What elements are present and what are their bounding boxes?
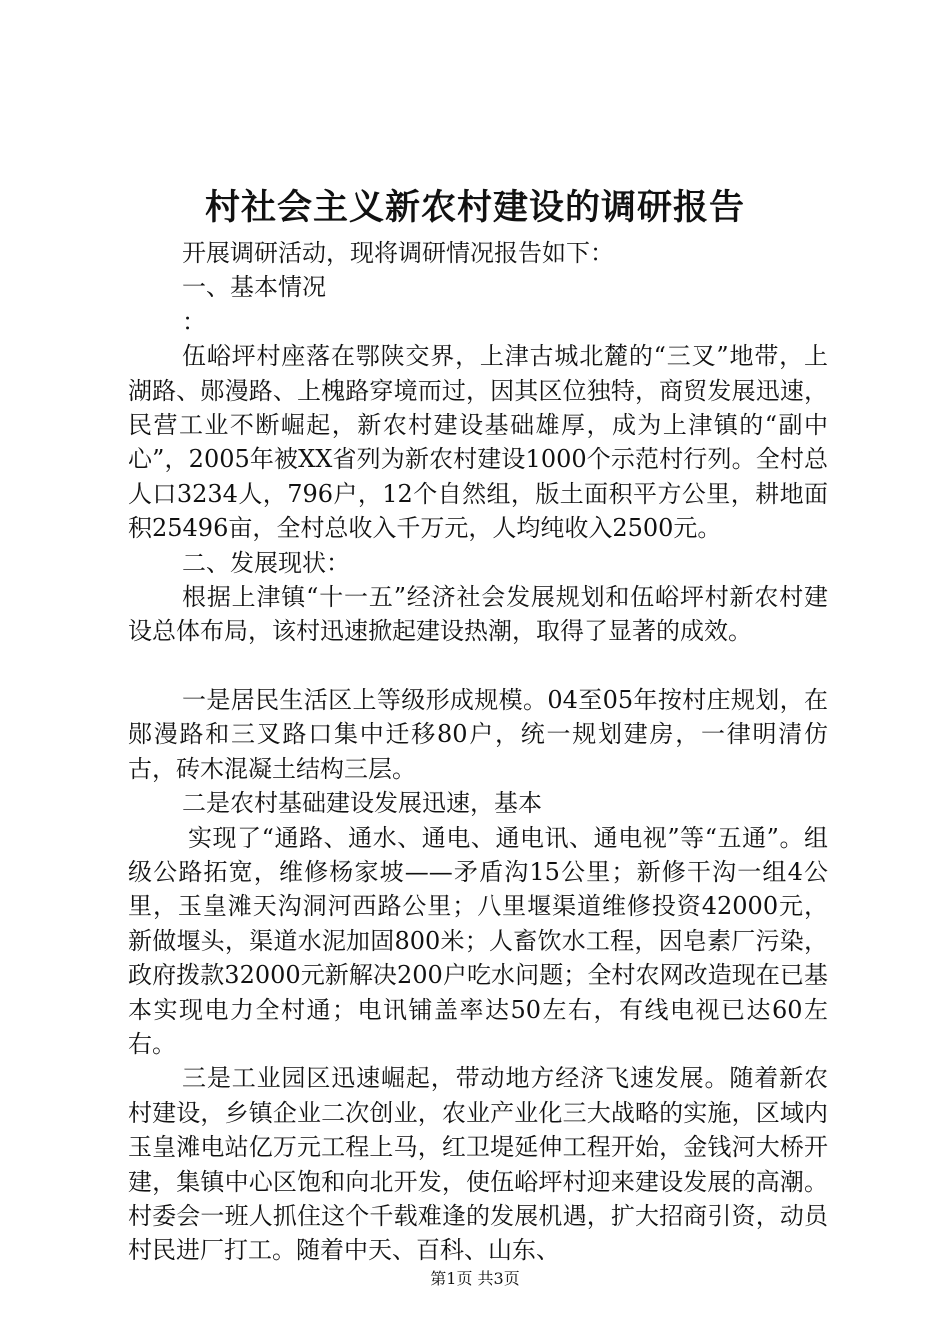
paragraph-status-overview: 根据上津镇“十一五”经济社会发展规划和伍峪坪村新农村建设总体布局，该村迅速掀起建设热潮，取得了显著的成效。: [128, 583, 828, 646]
paragraph-basic-situation: 伍峪坪村座落在鄂陕交界，上津古城北麓的“三叉”地带，上湖路、郧漫路、上槐路穿境而过，因其区位独特，商贸发展迅速，民营工业不断崛起，新农村建设基础雄厚，成为上津镇的“副中心”，2005年被XX省列为新农村建设1000个示范村行列。全村总人口3234人，796户，12个自然组，版土面积平方公里，耕地面积25496亩，全村总收入千万元，人均纯收入2500元。: [128, 342, 828, 543]
paragraph-point-two-cont: 实现了“通路、通水、通电、通电讯、通电视”等“五通”。组级公路拓宽，维修杨家坡——矛盾沟15公里；新修干沟一组4公里，玉皇滩天沟洞河西路公里；八里堰渠道维修投资42000元，新做堰头，渠道水泥加固800米；人畜饮水工程，因皂素厂污染，政府拨款32000元新解决200户吃水问题；全村农网改造现在已基本实现电力全村通；电讯铺盖率达50左右，有线电视已达60左右。: [128, 823, 828, 1058]
paragraph-colon: ：: [182, 307, 206, 336]
section-heading-basic: 一、基本情况: [182, 273, 326, 302]
paragraph-point-two-start: 二是农村基础建设发展迅速，基本: [182, 789, 542, 818]
paragraph-intro: 开展调研活动，现将调研情况报告如下：: [182, 239, 614, 267]
document-title: 村社会主义新农村建设的调研报告: [204, 187, 745, 228]
paragraph-point-one: 一是居民生活区上等级形成规模。04至05年按村庄规划，在郧漫路和三叉路口集中迁移80户，统一规划建房，一律明清仿古，砖木混凝土结构三层。: [128, 685, 828, 783]
section-heading-status: 二、发展现状：: [182, 548, 350, 577]
paragraph-point-three: 三是工业园区迅速崛起，带动地方经济飞速发展。随着新农村建设，乡镇企业二次创业，农业产业化三大战略的实施，区域内玉皇滩电站亿万元工程上马，红卫堤延伸工程开始，金钱河大桥开建，集镇中心区饱和向北开发，使伍峪坪村迎来建设发展的高潮。村委会一班人抓住这个千载难逢的发展机遇，扩大招商引资，动员村民进厂打工。随着中天、百科、山东、: [128, 1064, 828, 1265]
page-footer: 第1页 共3页: [430, 1269, 520, 1288]
paragraph-spacer: [128, 649, 828, 683]
document-body: [128, 236, 828, 1268]
